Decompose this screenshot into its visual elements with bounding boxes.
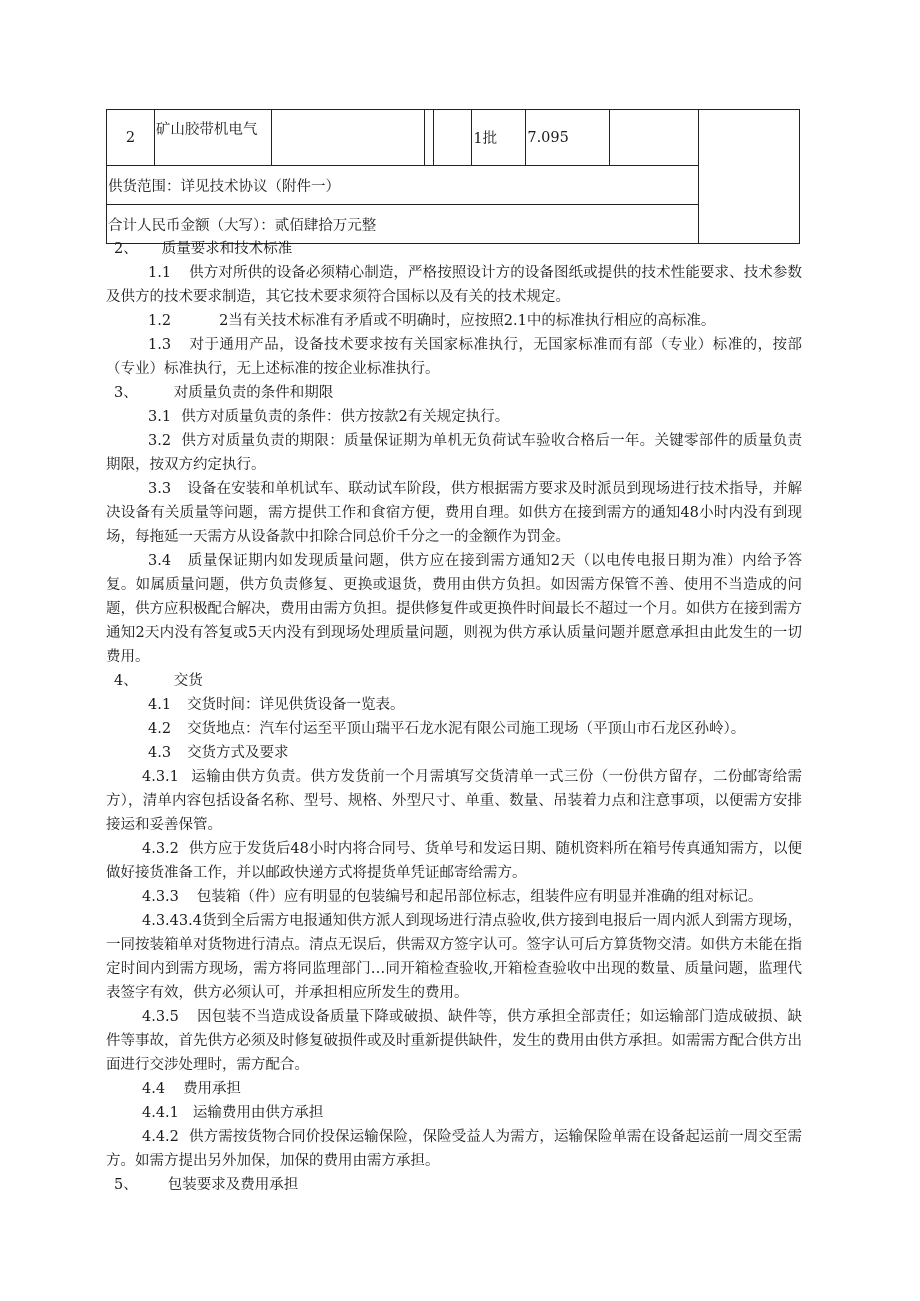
equipment-table bbox=[106, 109, 800, 244]
table-row bbox=[107, 166, 800, 205]
paragraph: 4.4 费用承担 bbox=[142, 1081, 242, 1097]
table-row bbox=[107, 110, 800, 166]
paragraph: 4.4.1 运输费用由供方承担 bbox=[142, 1105, 324, 1121]
section-heading: 5、 包装要求及费用承担 bbox=[114, 1177, 299, 1193]
section-heading: 2、 质量要求和技术标准 bbox=[114, 241, 293, 257]
paragraph: 4.3.2 供方应于发货后48小时内将合同号、货单号和发运日期、随机资料所在箱号传真通知需方，以便做好接货准备工作，并以邮政快递方式将提货单凭证邮寄给需方。 bbox=[106, 841, 802, 881]
item-cell bbox=[425, 110, 434, 166]
item-amount: 7.095 bbox=[526, 110, 610, 166]
section-heading: 4、 交货 bbox=[114, 673, 203, 689]
item-quantity: 1批 bbox=[472, 110, 526, 166]
paragraph: 1.3 对于通用产品，设备技术要求按有关国家标准执行，无国家标准而有部（专业）标准的，按部（专业）标准执行，无上述标准的按企业标准执行。 bbox=[106, 337, 802, 377]
item-cell bbox=[610, 110, 699, 166]
paragraph: 4.3.1 运输由供方负责。供方发货前一个月需填写交货清单一式三份（一份供方留存，二份邮寄给需方），清单内容包括设备名称、型号、规格、外型尺寸、单重、数量、吊装着力点和注意事项，以便需方安排接运和妥善保管。 bbox=[106, 769, 802, 833]
item-cell bbox=[434, 110, 472, 166]
paragraph: 4.2 交货地点：汽车付运至平顶山瑞平石龙水泥有限公司施工现场（平顶山市石龙区孙岭）。 bbox=[148, 721, 746, 737]
total-amount: 合计人民币金额（大写）：贰佰肆拾万元整 bbox=[107, 205, 699, 244]
paragraph: 4.3.3 包装箱（件）应有明显的包装编号和起吊部位标志，组装件应有明显并准确的组对标记。 bbox=[142, 889, 763, 905]
paragraph: 3.2 供方对质量负责的期限：质量保证期为单机无负荷试车验收合格后一年。关键零部件的质量负责期限，按双方约定执行。 bbox=[106, 433, 802, 473]
item-name: 矿山胶带机电气 bbox=[154, 110, 271, 166]
paragraph: 3.1 供方对质量负责的条件：供方按款2有关规定执行。 bbox=[148, 409, 510, 425]
paragraph: 3.3 设备在安装和单机试车、联动试车阶段，供方根据需方要求及时派员到现场进行技术指导，并解决设备有关质量等问题，需方提供工作和食宿方便，费用自理。如供方在接到需方的通知48小时内没有到现场，每拖延一天需方从设备款中扣除合同总价千分之一的金额作为罚金。 bbox=[106, 481, 802, 545]
section-heading: 3、 对质量负责的条件和期限 bbox=[114, 385, 334, 401]
item-number: 2 bbox=[107, 110, 155, 166]
paragraph: 1.1 供方对所供的设备必须精心制造，严格按照设计方的设备图纸或提供的技术性能要求、技术参数及供方的技术要求制造，其它技术要求须符合国标以及有关的技术规定。 bbox=[106, 265, 802, 305]
paragraph: 4.1 交货时间：详见供货设备一览表。 bbox=[148, 697, 405, 713]
paragraph: 1.2 2当有关技术标准有矛盾或不明确时，应按照2.1中的标准执行相应的高标准。 bbox=[148, 313, 716, 329]
paragraph: 4.3 交货方式及要求 bbox=[148, 745, 289, 761]
item-cell bbox=[271, 110, 425, 166]
supply-scope: 供货范围：详见技术协议（附件一） bbox=[107, 166, 699, 205]
paragraph: 4.3.5 因包装不当造成设备质量下降或破损、缺件等，供方承担全部责任；如运输部门造成破损、缺件等事故，首先供方必须及时修复破损件或及时重新提供缺件，发生的费用由供方承担。如需需方配合供方出面进行交涉处理时，需方配合。 bbox=[106, 1009, 802, 1073]
paragraph: 4.3.43.4货到全后需方电报通知供方派人到现场进行清点验收,供方接到电报后一周内派人到需方现场，一同按装箱单对货物进行清点。清点无误后，供需双方签字认可。签字认可后方算货物交清。如供方未能在指定时间内到需方现场，需方将同监理部门…同开箱检查验收,开箱检查验收中出现的数量、质量问题，监理代表签字有效，供方必须认可，并承担相应所发生的费用。 bbox=[106, 913, 802, 1001]
item-cell bbox=[699, 110, 800, 244]
contract-body bbox=[106, 237, 802, 1197]
paragraph: 4.4.2 供方需按货物合同价投保运输保险，保险受益人为需方，运输保险单需在设备起运前一周交至需方。如需方提出另外加保，加保的费用由需方承担。 bbox=[106, 1129, 802, 1169]
paragraph: 3.4 质量保证期内如发现质量问题，供方应在接到需方通知2天（以电传电报日期为准）内给予答复。如属质量问题，供方负责修复、更换或退货，费用由供方负担。如因需方保管不善、使用不当造成的问题，供方应积极配合解决，费用由需方负担。提供修复件或更换件时间最长不超过一个月。如供方在接到需方通知2天内没有答复或5天内没有到现场处理质量问题，则视为供方承认质量问题并愿意承担由此发生的一切费用。 bbox=[106, 553, 802, 665]
